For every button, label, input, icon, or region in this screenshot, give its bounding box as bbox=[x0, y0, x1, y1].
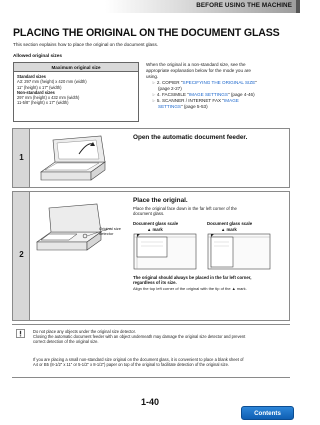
nonstandard-size-explanation bbox=[146, 62, 290, 110]
link-image-settings-fax[interactable]: IMAGE SETTINGS bbox=[188, 92, 228, 97]
triangle-mark-icon: ▲ bbox=[221, 227, 226, 232]
note-line: Closing the automatic document feeder with an object underneath may damage the original size detector and prevent bbox=[33, 334, 246, 340]
step-number: 1 bbox=[19, 153, 24, 162]
reference-prefix: 2. COPIER " bbox=[156, 80, 183, 85]
open-document-feeder-illustration bbox=[35, 132, 115, 186]
link-image-settings-scanner[interactable]: IMAGE bbox=[224, 98, 239, 103]
reference-suffix: " bbox=[255, 80, 257, 85]
page-number: 1-40 bbox=[140, 397, 159, 407]
nonstandard-size-line: 11-5/8" (height) x 17" (width) bbox=[17, 100, 69, 106]
caption-line: Align the top left corner of the original with the tip of the ▲ mark. bbox=[133, 285, 247, 291]
step-1-title: Open the automatic document feeder. bbox=[133, 134, 248, 141]
step-number: 2 bbox=[19, 250, 24, 259]
nonstandard-size-line: 297 mm (height) x 432 mm (width) bbox=[17, 95, 80, 101]
link-image-settings-scanner-cont[interactable]: SETTINGS bbox=[158, 104, 181, 109]
reference-scanner-cont bbox=[146, 104, 290, 110]
note-2 bbox=[33, 357, 288, 367]
step-2-description bbox=[133, 206, 283, 217]
explanation-line: appropriate explanation below for the mode you are bbox=[146, 68, 251, 73]
reference-suffix: " (page 5-53) bbox=[180, 104, 208, 109]
scale-label-right: Document glass scale bbox=[207, 221, 253, 226]
reference-arrow-icon: ☞ bbox=[152, 80, 156, 85]
caption-line-bold: The original should always be placed in the far left corner, bbox=[133, 275, 252, 280]
reference-arrow-icon: ☞ bbox=[152, 92, 156, 97]
original-size-detector-label bbox=[99, 226, 121, 236]
reference-suffix: " (page 4-46) bbox=[227, 92, 255, 97]
detector-label-line: Original size bbox=[99, 226, 122, 231]
note-warning-icon bbox=[16, 329, 25, 338]
scale-label-left: Document glass scale bbox=[133, 221, 179, 226]
note-line: A4 or B5 (8-1/2" x 11" or 5-1/2" x 8-1/2") paper on top of the original to facilitate detection of the original size. bbox=[33, 362, 229, 368]
mark-word: mark bbox=[226, 227, 237, 232]
mark-word: mark bbox=[152, 227, 163, 232]
reference-prefix: 4. FACSIMILE " bbox=[156, 92, 189, 97]
glass-scale-diagram-left bbox=[133, 233, 198, 271]
caption-line-bold: regardless of its size. bbox=[133, 280, 177, 286]
note-line: If you are placing a small non-standard size original on the document glass, it is convenient to place a blank sheet of bbox=[33, 357, 244, 362]
size-table-header: Maximum original size bbox=[14, 63, 138, 72]
nonstandard-sizes-label: Non-standard sizes bbox=[17, 89, 55, 95]
header-tab-marker bbox=[296, 0, 300, 13]
step-2-caption bbox=[133, 275, 289, 291]
standard-size-line: 11" (height) x 17" (width) bbox=[17, 84, 62, 90]
step-2-title: Place the original. bbox=[133, 197, 188, 204]
standard-size-line: A3: 297 mm (height) x 420 mm (width) bbox=[17, 79, 87, 85]
intro-text: This section explains how to place the original on the document glass. bbox=[13, 42, 159, 47]
allowed-sizes-label: Allowed original sizes bbox=[13, 53, 62, 58]
note-line: Do not place any objects under the original size detector. bbox=[33, 329, 136, 334]
description-line: Place the original face down in the far left corner of the bbox=[133, 206, 237, 211]
page-title: PLACING THE ORIGINAL ON THE DOCUMENT GLASS bbox=[13, 27, 280, 39]
description-line: document glass. bbox=[133, 211, 165, 217]
notes-box bbox=[12, 324, 290, 378]
contents-button[interactable]: Contents bbox=[241, 406, 294, 420]
link-specifying-original-size[interactable]: SPECIFYING THE ORIGINAL SIZE bbox=[182, 80, 256, 85]
header-title: BEFORE USING THE MACHINE bbox=[196, 2, 292, 9]
standard-sizes-label: Standard sizes bbox=[17, 74, 46, 79]
mark-label-left bbox=[147, 227, 163, 232]
note-1 bbox=[33, 329, 288, 345]
explanation-line: When the original is a non-standard size, see the bbox=[146, 62, 246, 67]
explanation-line: using. bbox=[146, 74, 159, 79]
size-table bbox=[13, 62, 139, 122]
note-line: correct detection of the original size. bbox=[33, 339, 99, 345]
size-table-body bbox=[14, 72, 138, 108]
reference-page: (page 2-27) bbox=[158, 86, 182, 91]
step-1-box bbox=[12, 128, 290, 188]
triangle-mark-icon: ▲ bbox=[147, 227, 152, 232]
glass-scale-diagram-right bbox=[207, 233, 272, 271]
mark-label-right bbox=[221, 227, 237, 232]
step-2-box bbox=[12, 191, 290, 321]
reference-prefix: 5. SCANNER / INTERNET FAX " bbox=[156, 98, 225, 103]
step-number-column bbox=[13, 129, 30, 187]
detector-label-line: detector bbox=[99, 231, 114, 236]
step-number-column bbox=[13, 192, 30, 320]
reference-arrow-icon: ☞ bbox=[152, 98, 156, 103]
